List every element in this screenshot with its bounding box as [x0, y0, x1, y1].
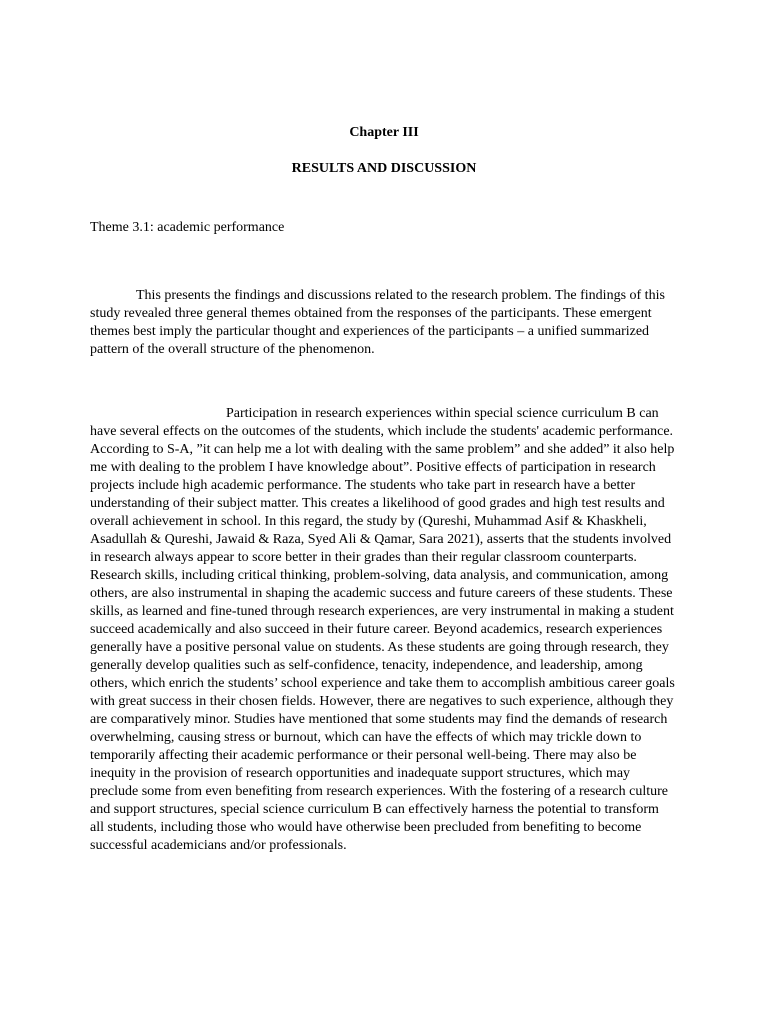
theme-heading: Theme 3.1: academic performance — [90, 220, 285, 235]
section-title: RESULTS AND DISCUSSION — [291, 161, 477, 176]
chapter-heading: Chapter III — [349, 125, 419, 140]
intro-paragraph: This presents the findings and discussions related to the research problem. The findings of this study revealed three general themes obtained from the responses of the participants. These emergent themes best imply the particular thought and experiences of the participants – a unified summarized pattern of the overall structure of the phenomenon. — [90, 288, 665, 357]
body-paragraph: Participation in research experiences within special science curriculum B can have several effects on the outcomes of the students, which include the students' academic performance. According to S-A, ”it can help me a lot with dealing with the same problem” and she added” it also help me with dealing to the problem I have knowledge about”. Positive effects of participation in research projects include high academic performance. The students who take part in research have a better understanding of their subject matter. This creates a likelihood of good grades and high test results and overall achievement in school. In this regard, the study by (Qureshi, Muhammad Asif & Khaskheli, Asadullah & Qureshi, Jawaid & Raza, Syed Ali & Qamar, Sara 2021), asserts that the students involved in research always appear to score better in their grades than their regular classroom counterparts. Research skills, including critical thinking, problem-solving, data analysis, and communication, among others, are also instrumental in shaping the academic success and future careers of these students. These skills, as learned and fine-tuned through research experiences, are very instrumental in making a student succeed academically and also succeed in their future career. Beyond academics, research experiences generally have a positive personal value on students. As these students are going through research, they generally develop qualities such as self-confidence, tenacity, independence, and leadership, among others, which enrich the students’ school experience and take them to accomplish ambitious career goals with great success in their chosen fields. However, there are negatives to such experience, although they are comparatively minor. Studies have mentioned that some students may find the demands of research overwhelming, causing stress or burnout, which can have the effects of which may trickle down to temporarily affecting their academic performance or their personal well-being. There may also be inequity in the provision of research opportunities and inadequate support structures, which may preclude some from even benefiting from research experiences. With the fostering of a research culture and support structures, special science curriculum B can effectively harness the potential to transform all students, including those who would have otherwise been precluded from benefiting to become successful academicians and/or professionals. — [90, 406, 675, 853]
